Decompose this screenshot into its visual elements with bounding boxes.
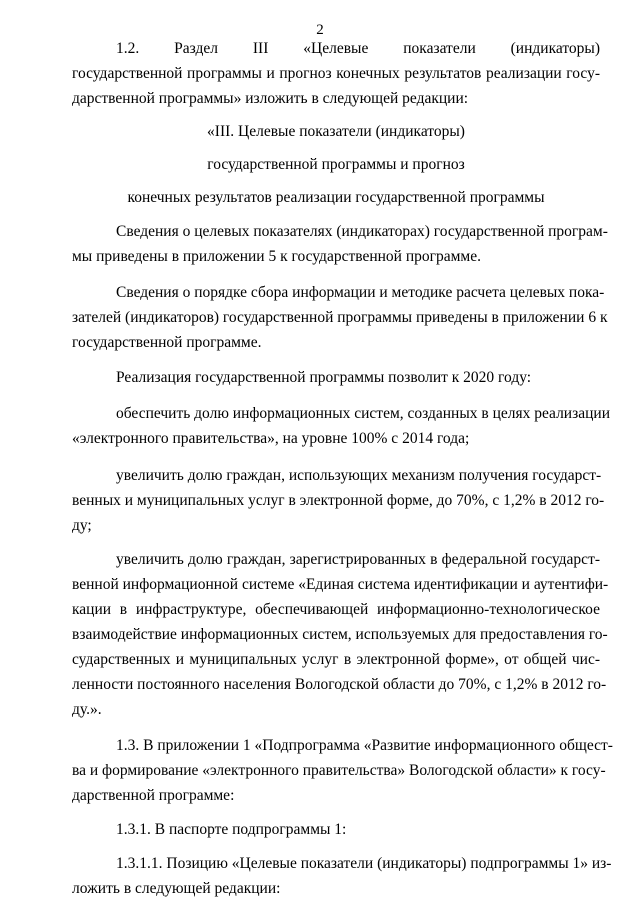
section-heading [72,119,600,210]
paragraph-share-registered-line-5: сударственных и муниципальных услуг в электронной форме», от общей чис- [72,651,600,668]
page-number: 2 [316,22,324,38]
paragraph-share-registered-line-6: ленности постоянного населения Вологодской области до 70%, с 1,2% в 2012 го- [72,676,607,693]
section-1-3-line-3: дарственной программе: [72,787,235,804]
section-1-3-line-2: ва и формирование «электронного правительства» Вологодской области» к госу- [72,762,606,779]
paragraph-share-registered-line-7: ду.». [72,701,102,718]
paragraph-indicators [72,219,608,269]
document-body [72,36,613,901]
paragraph-methodology-line-3: государственной программе. [72,334,262,351]
paragraph-share-citizens-line-1: увеличить долю граждан, использующих механизм получения государст- [116,467,602,484]
section-1-3-1-1-line-2: ложить в следующей редакции: [72,880,281,897]
paragraph-realization-line-1: Реализация государственной программы позволит к 2020 году: [116,369,532,386]
section-heading-line-1: «III. Целевые показатели (индикаторы) [207,123,465,140]
paragraph-share-systems-line-2: «электронного правительства», на уровне 100% с 2014 года; [72,430,470,447]
paragraph-share-registered-line-2: венной информационной системе «Единая система идентификации и аутентифи- [72,576,609,593]
section-1-2-line-2: государственной программы и прогноз конечных результатов реализации госу- [72,65,600,82]
paragraph-share-citizens-line-2: венных и муниципальных услуг в электронной форме, до 70%, с 1,2% в 2012 го- [72,492,605,509]
paragraph-share-registered-line-1: увеличить долю граждан, зарегистрированных в федеральной государст- [116,551,600,568]
paragraph-share-registered-line-3: кации в инфраструктуре, обеспечивающей информационно-технологическое [72,601,600,618]
paragraph-methodology-line-2: зателей (индикаторов) государственной программы приведены в приложении 6 к [72,309,608,326]
section-1-3-1-line-1: 1.3.1. В паспорте подпрограммы 1: [116,821,347,838]
section-1-3 [72,733,613,808]
paragraph-share-registered-line-4: взаимодействие информационных систем, используемых для предоставления го- [72,626,608,643]
paragraph-share-systems-line-1: обеспечить долю информационных систем, созданных в целях реализации [116,405,610,422]
section-1-2-line-3: дарственной программы» изложить в следующей редакции: [72,90,469,107]
paragraph-share-citizens [72,463,605,538]
section-1-3-1-1-line-1: 1.3.1.1. Позицию «Целевые показатели (индикаторы) подпрограммы 1» из- [116,855,612,872]
paragraph-share-registered [72,547,609,722]
section-1-3-1-1 [72,851,612,901]
section-1-3-line-1: 1.3. В приложении 1 «Подпрограмма «Развитие информационного общест- [116,737,613,754]
section-1-2-line-1: 1.2. Раздел III «Целевые показатели (индикаторы) [116,40,600,57]
paragraph-methodology-line-1: Сведения о порядке сбора информации и методике расчета целевых пока- [116,284,605,301]
paragraph-share-citizens-line-3: ду; [72,517,92,534]
section-heading-line-2: государственной программы и прогноз [207,156,465,173]
section-heading-line-3: конечных результатов реализации государственной программы [127,189,545,206]
paragraph-indicators-line-1: Сведения о целевых показателях (индикаторах) государственной програм- [116,223,608,240]
paragraph-indicators-line-2: мы приведены в приложении 5 к государственной программе. [72,248,481,265]
paragraph-methodology [72,280,608,355]
section-1-2 [72,36,600,111]
paragraph-share-systems [72,401,610,451]
paragraph-realization [72,365,600,390]
section-1-3-1 [72,817,600,842]
